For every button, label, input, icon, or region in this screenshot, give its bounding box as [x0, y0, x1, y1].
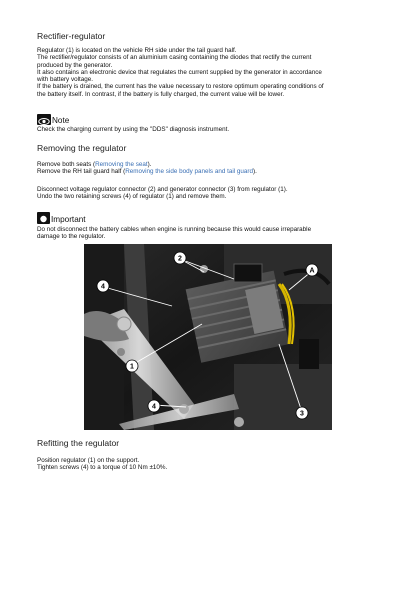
note-text: [37, 126, 389, 133]
paragraph-line: Check the charging current by using the "DDS" diagnosis instrument.: [37, 126, 230, 133]
callout-3: 3: [300, 410, 304, 418]
paragraph-line: damage to the regulator.: [37, 233, 106, 241]
paragraph-line: Regulator (1) is located on the vehicle RH side under the tail guard half.: [37, 47, 237, 54]
paragraph-line: It also contains an electronic device that regulates the current supplied by the generator in accordance: [37, 68, 322, 76]
step-text-end: ).: [147, 161, 152, 168]
paragraph-line: Do not disconnect the battery cables when engine is running because this would cause irreparable: [37, 226, 312, 233]
callout-1: 1: [130, 363, 134, 371]
callout-4: 4: [101, 283, 105, 291]
step-text: Remove the RH tail guard half (: [37, 168, 126, 176]
link-removing-side-panels[interactable]: Removing the side body panels and tail guard: [125, 168, 253, 176]
step-line: Tighten screws (4) to a torque of 10 Nm ±10%.: [37, 464, 168, 472]
paragraph-line: The rectifier/regulator consists of an aluminium casing containing the diodes that rectify the current: [37, 54, 312, 62]
important-text: [37, 226, 389, 241]
step-line: Undo the two retaining screws (4) of regulator (1) and remove them.: [37, 193, 227, 201]
step-line: Disconnect voltage regulator connector (2) and generator connector (3) from regulator (1).: [37, 186, 288, 193]
eye-icon: [37, 114, 51, 125]
paragraph-line: produced by the generator.: [37, 61, 113, 69]
warning-icon: [37, 212, 50, 224]
section-title-refitting: Refitting the regulator: [37, 438, 120, 448]
callout-4-lower: 4: [152, 403, 156, 411]
removing-steps-1: [37, 161, 389, 176]
note-label: Note: [52, 116, 70, 125]
step-text: Remove both seats (: [37, 161, 96, 168]
step-text-end: ).: [252, 168, 257, 176]
link-removing-the-seat[interactable]: Removing the seat: [95, 161, 148, 168]
paragraph-line: If the battery is drained, the current has the value necessary to restore optimum operating conditions of: [37, 83, 324, 91]
regulator-photo: [84, 244, 332, 430]
paragraph-line: with battery voltage.: [37, 76, 94, 84]
step-line: [37, 161, 389, 168]
step-line: [37, 168, 389, 175]
paragraph-line: the battery itself. In contrast, if the battery is fully charged, the current value will be lower.: [37, 90, 285, 98]
section-title-removing: Removing the regulator: [37, 143, 127, 153]
important-label: Important: [51, 215, 86, 224]
step-line: Position regulator (1) on the support.: [37, 457, 140, 464]
callout-2: 2: [178, 255, 182, 263]
callout-a: A: [309, 267, 315, 275]
removing-steps-2: [37, 186, 389, 201]
refitting-steps: [37, 457, 389, 472]
section-title-rectifier: Rectifier-regulator: [37, 31, 106, 41]
rectifier-description: [37, 47, 389, 98]
